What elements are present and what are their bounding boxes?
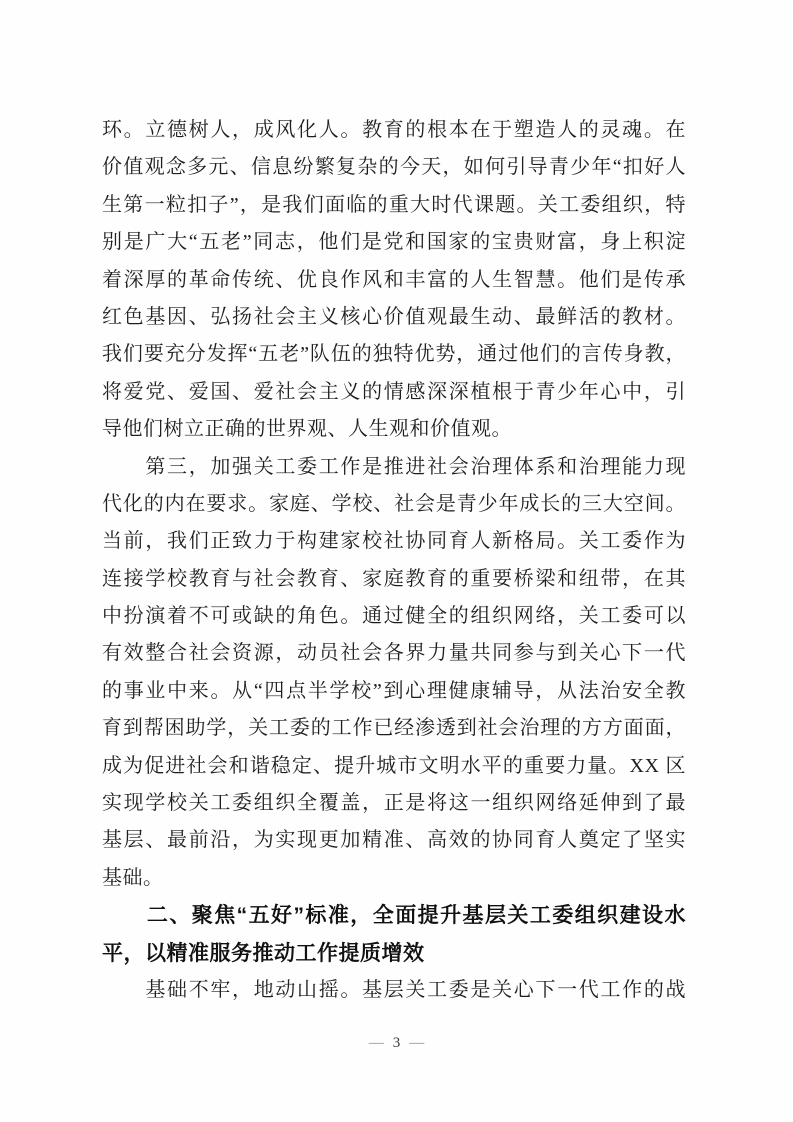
text-line: 基础不牢，地动山摇。基层关工委是关心下一代工作的战 [102, 978, 686, 1001]
paragraph-continuation [102, 112, 686, 449]
text-line: 中扮演着不可或缺的角色。通过健全的组织网络，关工委可以 [102, 605, 686, 628]
text-line: 代化的内在要求。家庭、学校、社会是青少年成长的三大空间。 [102, 492, 686, 515]
text-line: 别是广大“五老”同志，他们是党和国家的宝贵财富，身上积淀 [102, 231, 686, 254]
page-footer [0, 1033, 793, 1053]
document-body [102, 112, 686, 1009]
page-number: 3 [392, 1035, 401, 1051]
text-line: 第三，加强关工委工作是推进社会治理体系和治理能力现 [102, 455, 686, 478]
text-line: 育到帮困助学，关工委的工作已经渗透到社会治理的方方面面， [102, 717, 686, 740]
footer-dash-right: — [409, 1035, 425, 1051]
section-heading-2 [102, 897, 686, 972]
text-line: 将爱党、爱国、爱社会主义的情感深深植根于青少年心中，引 [102, 380, 686, 403]
paragraph-third-point [102, 449, 686, 898]
text-line: 有效整合社会资源，动员社会各界力量共同参与到关心下一代 [102, 642, 686, 665]
text-line: 基层、最前沿，为实现更加精准、高效的协同育人奠定了坚实 [102, 829, 686, 852]
text-line: 的事业中来。从“四点半学校”到心理健康辅导，从法治安全教 [102, 679, 686, 702]
text-line: 成为促进社会和谐稳定、提升城市文明水平的重要力量。XX 区 [102, 754, 686, 777]
paragraph-foundation [102, 972, 686, 1009]
text-line: 我们要充分发挥“五老”队伍的独特优势，通过他们的言传身教， [102, 343, 686, 366]
text-line: 实现学校关工委组织全覆盖，正是将这一组织网络延伸到了最 [102, 792, 686, 815]
text-line: 环。立德树人，成风化人。教育的根本在于塑造人的灵魂。在 [102, 119, 686, 141]
text-line: 着深厚的革命传统、优良作风和丰富的人生智慧。他们是传承 [102, 268, 686, 291]
text-line: 价值观念多元、信息纷繁复杂的今天，如何引导青少年“扣好人 [102, 156, 686, 179]
text-line: 导他们树立正确的世界观、人生观和价值观。 [102, 418, 512, 441]
text-line: 连接学校教育与社会教育、家庭教育的重要桥梁和纽带，在其 [102, 567, 686, 590]
text-line: 平，以精准服务推动工作提质增效 [102, 941, 425, 965]
text-line: 二、聚焦“五好”标准，全面提升基层关工委组织建设水 [102, 904, 686, 928]
text-line: 当前，我们正致力于构建家校社协同育人新格局。关工委作为 [102, 530, 686, 553]
text-line: 生第一粒扣子”，是我们面临的重大时代课题。关工委组织，特 [102, 193, 686, 216]
text-line: 基础。 [102, 866, 164, 889]
footer-dash-left: — [368, 1035, 384, 1051]
text-line: 红色基因、弘扬社会主义核心价值观最生动、最鲜活的教材。 [102, 305, 686, 328]
